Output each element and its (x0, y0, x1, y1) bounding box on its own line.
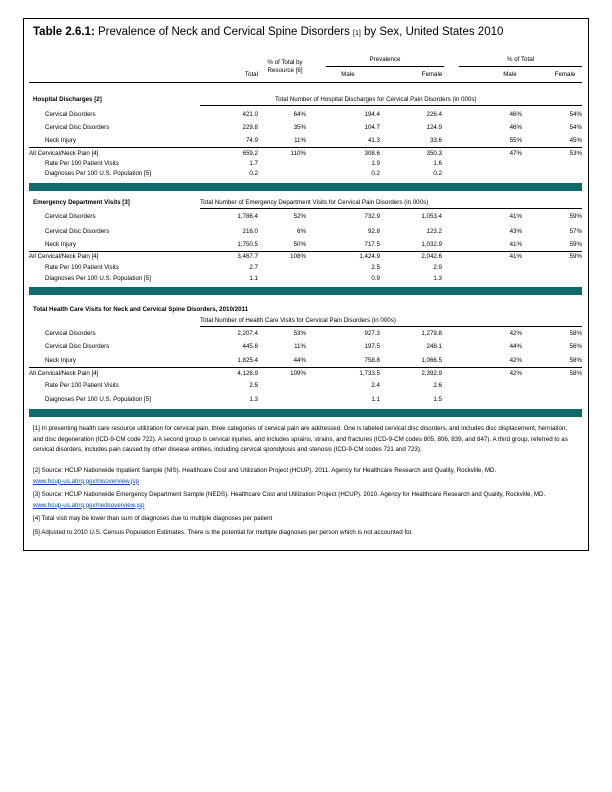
cell-female: 123.2 (426, 228, 442, 235)
row-label: Rate Per 100 Patient Visits (45, 382, 119, 389)
cell-male: 732.9 (364, 213, 380, 220)
cell-female: 1.5 (433, 396, 442, 403)
cell-pct: 52% (293, 213, 306, 220)
cell-pf: 57% (569, 228, 582, 235)
cell-male: 1,424.9 (359, 253, 380, 260)
cell-total: 1.3 (249, 396, 258, 403)
cell-female: 1.6 (433, 160, 442, 167)
section-title: Emergency Department Visits [3] (33, 199, 130, 206)
cell-pf: 59% (569, 213, 582, 220)
cell-female: 1,279.8 (421, 330, 442, 337)
cell-pct: 108% (290, 253, 306, 260)
row-label: Rate Per 100 Patient Visits (45, 160, 119, 167)
cell-male: 308.6 (364, 150, 380, 157)
cell-total: 4,126.9 (237, 370, 258, 377)
cell-total: 659.2 (242, 150, 258, 157)
cell-male: 1,733.5 (359, 370, 380, 377)
cell-pct: 109% (290, 370, 306, 377)
cell-pf: 58% (569, 370, 582, 377)
cell-pf: 59% (569, 253, 582, 260)
cell-male: 758.8 (364, 357, 380, 364)
cell-total: 2.5 (249, 382, 258, 389)
cell-pm: 42% (509, 357, 522, 364)
section-rule (200, 105, 582, 106)
header-total: Total (244, 71, 258, 78)
cell-male: 0.9 (371, 275, 380, 282)
cell-pct: 6% (297, 228, 306, 235)
cell-pct: 50% (293, 241, 306, 248)
cell-total: 421.0 (242, 111, 258, 118)
row-label: Diagnoses Per 100 U.S. Population [5] (45, 275, 151, 282)
row-label: Neck Injury (45, 357, 76, 364)
cell-female: 1.3 (433, 275, 442, 282)
cell-male: 104.7 (364, 124, 380, 131)
cell-male: 0.2 (371, 170, 380, 177)
cell-total: 216.0 (242, 228, 258, 235)
cell-female: 1,032.9 (421, 241, 442, 248)
cell-female: 248.1 (426, 343, 442, 350)
cell-pct: 35% (293, 124, 306, 131)
cell-female: 1,066.5 (421, 357, 442, 364)
cell-female: 124.9 (426, 124, 442, 131)
cell-pm: 46% (509, 124, 522, 131)
section-subtitle: Total Number of Emergency Department Visits for Cervical Pain Disorders (in 000s) (200, 199, 429, 206)
cell-female: 226.4 (426, 111, 442, 118)
header-pct-total-line1: % of Total by (267, 59, 303, 66)
header-prevalence: Prevalence (369, 56, 401, 63)
header-pct-total-line2: Resource [6] (267, 67, 303, 74)
footnote-4: [4] Total visit may be lower than sum of diagnoses due to multiple diagnoses per patient (33, 515, 273, 522)
cell-female: 2.6 (433, 382, 442, 389)
cell-pf: 56% (569, 343, 582, 350)
header-female-pct: Female (554, 71, 576, 78)
row-label: Cervical Disc Disorders (45, 228, 110, 235)
cell-male: 2.4 (371, 382, 380, 389)
cell-total: 3,467.7 (237, 253, 258, 260)
row-label: All Cervical/Neck Pain [4] (29, 150, 99, 157)
cell-male: 92.8 (367, 228, 380, 235)
cell-female: 0.2 (433, 170, 442, 177)
row-label: Neck Injury (45, 241, 76, 248)
cell-total: 1,825.4 (237, 357, 258, 364)
cell-total: 229.8 (242, 124, 258, 131)
header-male: Male (341, 71, 355, 78)
cell-pf: 59% (569, 241, 582, 248)
cell-male: 194.4 (364, 111, 380, 118)
cell-female: 2.9 (433, 264, 442, 271)
cell-female: 2,392.9 (421, 370, 442, 377)
cell-total: 1.7 (249, 160, 258, 167)
footnote-3: [3] Source: HCUP Nationwide Emergency Department Sample (NEDS). Healthcare Cost and Utilization Project (HCUP). 2010. Agency for Healthcare Research and Quality, Rockville, MD. www.hcup-us.ahrq.gov/nedsoverview.jsp (33, 491, 546, 509)
cell-total: 445.8 (242, 343, 258, 350)
cell-pm: 41% (509, 213, 522, 220)
footnote-2-link[interactable]: www.hcup-us.ahrq.gov/nisoverview.jsp (33, 477, 139, 485)
cell-pm: 42% (509, 370, 522, 377)
cell-pm: 55% (509, 137, 522, 144)
section-band-2 (29, 287, 582, 295)
cell-male: 927.3 (364, 330, 380, 337)
section-rule (200, 326, 582, 327)
section-title: Hospital Discharges [2] (33, 96, 102, 103)
pct-of-total-underline (459, 66, 582, 67)
cell-pf: 58% (569, 357, 582, 364)
footnote-2: [2] Source: HCUP Nationwide Inpatient Sample (NIS). Healthcare Cost and Utilization Project (HCUP). 2011. Agency for Healthcare Research and Quality, Rockville, MD. www.hcup-us.ahrq.gov/nisoverview.jsp (33, 467, 497, 485)
prevalence-underline (326, 66, 444, 67)
cell-female: 33.6 (429, 137, 442, 144)
footnote-5: [5] Adjusted to 2010 U.S. Census Population Estimates. There is the potential for multiple diagnoses per person which is not accounted for. (33, 529, 413, 536)
section-band-3 (29, 409, 582, 417)
cell-pf: 45% (569, 137, 582, 144)
row-label: Cervical Disorders (45, 213, 96, 220)
cell-male: 41.3 (367, 137, 380, 144)
cell-pm: 41% (509, 241, 522, 248)
row-label: Diagnoses Per 100 U.S. Population [5] (45, 170, 151, 177)
row-label: Cervical Disorders (45, 330, 96, 337)
footnote-1: [1] In presenting health care resource utilization for cervical pain, three categories of cervical pain are addressed. One is labeled cervical disc disorders, and includes disc displacement, herniation, and disc degeneration (ICD-9-CM code 722). A second group is cervical injuries, and includes sprains, strains, and fractures (ICD-9-CM codes 805, 806, 839, and 847). A third group, referred to as cervical disorders, includes pain caused by other disease entities, including cervical spondylosis and stenosis (ICD-9-CM codes 721 and 723). (33, 425, 568, 453)
row-label: Rate Per 100 Patient Visits (45, 264, 119, 271)
cell-female: 2,042.6 (421, 253, 442, 260)
cell-pct: 64% (293, 111, 306, 118)
cell-pct: 11% (294, 343, 306, 350)
row-label: Cervical Disc Disorders (45, 343, 110, 350)
cell-pf: 53% (569, 150, 582, 157)
cell-total: 1.1 (249, 275, 258, 282)
page-title: Table 2.6.1: Prevalence of Neck and Cervical Spine Disorders [1] by Sex, United States 2010 (33, 26, 504, 38)
cell-pm: 44% (509, 343, 522, 350)
cell-pm: 46% (509, 111, 522, 118)
cell-pf: 54% (569, 111, 582, 118)
subtotal-rule (29, 251, 582, 252)
cell-pct: 110% (290, 150, 306, 157)
section-subtitle: Total Number of Health Care Visits for Cervical Pain Disorders (in 000s) (200, 317, 396, 324)
cell-pm: 43% (509, 228, 522, 235)
cell-total: 74.9 (245, 137, 258, 144)
header-pct-of-total: % of Total (506, 56, 535, 63)
cell-total: 0.2 (249, 170, 258, 177)
cell-pf: 58% (569, 330, 582, 337)
cell-pm: 41% (509, 253, 522, 260)
cell-male: 717.5 (364, 241, 380, 248)
cell-total: 1,786.4 (237, 213, 258, 220)
footnote-3-link[interactable]: www.hcup-us.ahrq.gov/nedsoverview.jsp (33, 501, 145, 509)
cell-pct: 53% (293, 330, 306, 337)
header-female: Female (421, 71, 443, 78)
row-label: All Cervical/Neck Pain [4] (29, 253, 99, 260)
row-label: Cervical Disorders (45, 111, 96, 118)
row-label: Cervical Disc Disorders (45, 124, 110, 131)
row-label: Neck Injury (45, 137, 76, 144)
cell-female: 1,053.4 (421, 213, 442, 220)
cell-total: 1,750.5 (237, 241, 258, 248)
subtotal-rule (29, 147, 582, 148)
cell-pct: 11% (294, 137, 306, 144)
header-male-pct: Male (503, 71, 517, 78)
cell-pm: 42% (509, 330, 522, 337)
cell-male: 197.5 (364, 343, 380, 350)
section-band-1 (29, 183, 582, 191)
cell-total: 2,207.4 (237, 330, 258, 337)
row-label: Diagnoses Per 100 U.S. Population [5] (45, 396, 151, 403)
cell-female: 350.3 (426, 150, 442, 157)
cell-male: 1.1 (371, 396, 380, 403)
section-subtitle: Total Number of Hospital Discharges for Cervical Pain Disorders (in 000s) (275, 96, 477, 103)
cell-total: 2.7 (249, 264, 258, 271)
row-label: All Cervical/Neck Pain [4] (29, 370, 99, 377)
cell-male: 1.9 (371, 160, 380, 167)
section-rule (200, 208, 582, 209)
subtotal-rule (29, 367, 582, 368)
cell-pct: 44% (293, 357, 306, 364)
section-title: Total Health Care Visits for Neck and Cervical Spine Disorders, 2010/2011 (33, 306, 249, 313)
header-rule (29, 82, 582, 83)
cell-pm: 47% (509, 150, 522, 157)
cell-male: 2.5 (371, 264, 380, 271)
cell-pf: 54% (569, 124, 582, 131)
